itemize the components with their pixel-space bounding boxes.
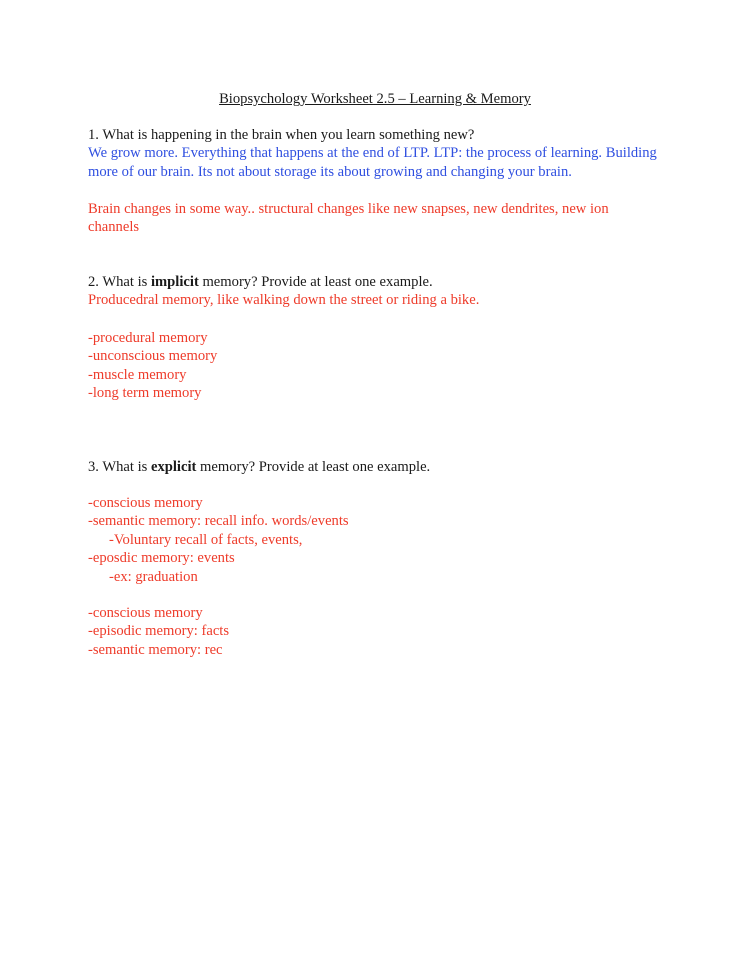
answer-2-intro: Producedral memory, like walking down the street or riding a bike. — [88, 292, 480, 309]
answer-1-red-line-1: Brain changes in some way.. structural changes like new snapses, new dendrites, new ion — [88, 201, 609, 217]
answer-3-list-a — [88, 494, 688, 586]
question-3-keyword: explicit — [150, 459, 197, 475]
answer-1-blue-line-2: more of our brain. Its not about storage its about growing and changing your brain. — [88, 163, 572, 180]
question-3-block — [88, 458, 688, 476]
list-item: -conscious memory — [88, 605, 203, 621]
question-1-text: 1. What is happening in the brain when you learn something new? — [88, 127, 475, 143]
question-2-prefix: 2. What is — [88, 274, 151, 290]
answer-1-red-block — [88, 200, 688, 237]
question-2-keyword: implicit — [150, 274, 199, 290]
answer-2-list — [88, 329, 688, 403]
list-item: -unconscious memory — [88, 348, 218, 365]
question-3-suffix: memory? Provide at least one example. — [196, 459, 431, 475]
question-3-text — [88, 458, 688, 476]
answer-1-blue-line-1: We grow more. Everything that happens at the end of LTP. LTP: the process of learning. Building — [88, 145, 657, 162]
list-item: -long term memory — [88, 385, 202, 402]
question-2-block — [88, 273, 688, 310]
list-item: -ex: graduation — [109, 568, 198, 585]
question-3-prefix: 3. What is — [88, 459, 151, 475]
question-2-suffix: memory? Provide at least one example. — [198, 274, 433, 290]
list-item: -procedural memory — [88, 330, 208, 346]
list-item: -semantic memory: rec — [88, 641, 223, 658]
answer-3-list-b — [88, 604, 688, 659]
list-item: -episodic memory: facts — [88, 623, 230, 640]
list-item: -Voluntary recall of facts, events, — [109, 531, 303, 548]
list-item: -conscious memory — [88, 495, 203, 511]
list-item: -semantic memory: recall info. words/events — [88, 513, 349, 530]
list-item: -muscle memory — [88, 366, 187, 383]
question-1-block — [88, 126, 688, 181]
list-item: -eposdic memory: events — [88, 550, 235, 567]
page-title: Biopsychology Worksheet 2.5 – Learning & Memory — [219, 91, 531, 107]
question-2-text — [88, 273, 688, 291]
answer-1-red-line-2: channels — [88, 219, 140, 236]
